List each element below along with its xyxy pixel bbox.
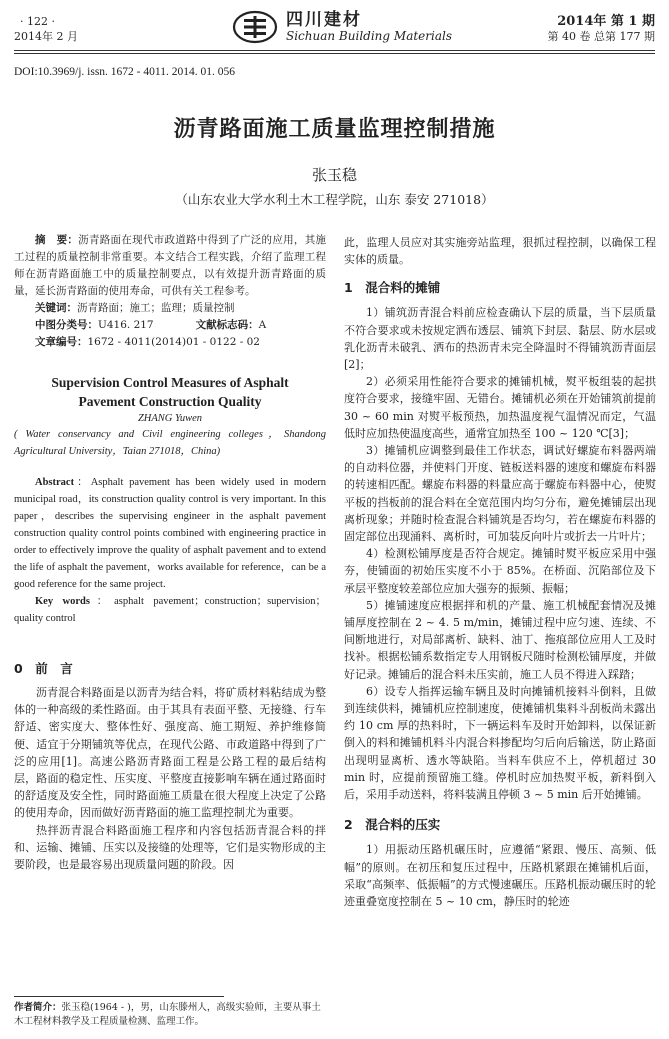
- page-number: · 122 ·: [20, 15, 55, 28]
- journal-name-cn: 四川建材: [286, 10, 362, 30]
- abstract-cn: [14, 232, 326, 351]
- english-affiliation: ( Water conservancy and Civil engineering colleges，Shandong Agricultural University，Taian 271018，China): [14, 429, 326, 457]
- footnote-label: 作者简介：: [14, 1002, 62, 1013]
- paving-item-4: 4）检测松铺厚度是否符合规定。摊铺时熨平板应采用中强夯，使铺面的初始压实度不小于 85%。在桥面、沉陷部位及下承层平整度较差部位应加大强夯的振频、振幅；: [344, 547, 656, 595]
- left-column: [14, 232, 326, 873]
- paving-item-3: 3）摊铺机应调整到最佳工作状态，调试好螺旋布料器两端的自动料位器，并使料门开度、链板送料器的速度和螺旋布料器的转速相匹配。螺旋布料器的料量应高于螺旋布料器中心，使熨平板的挡板前的混合料在全宽范围内均匀分布，避免摊铺层出现离析现象；并随时检查混合料铺筑是否均匀，若在螺旋布料器的固定部位出现涌料、离析时，可加装反向叶片或折去一片叶片；: [344, 444, 656, 544]
- right-column: [344, 234, 656, 910]
- section-heading-2: 2 混合料的压实: [344, 817, 441, 833]
- doc-code-label: 文献标志码：: [195, 319, 259, 331]
- article-number-label: 文章编号：: [35, 336, 88, 348]
- clc-label: 中图分类号：: [35, 319, 98, 331]
- article-number: 1672 - 4011(2014)01 - 0122 - 02: [87, 336, 260, 348]
- clc-number: U416. 217: [98, 319, 154, 331]
- page-header-right: [548, 14, 655, 44]
- author-name: 张玉稳: [311, 166, 357, 184]
- author-affiliation: （山东农业大学水利土木工程学院，山东 泰安 271018）: [175, 192, 494, 207]
- english-abstract-text: ：Asphalt pavement has been widely used in modern municipal road，its construction quality control is very important. In this paper，describes the supervising engineer in the asphalt pavement construction quality control points combined with engineering practice in order to effectively improve the quality of asphalt pavement and to extend the life of asphalt the pavement，works available for reference，can be a good reference for the same project.: [14, 477, 326, 590]
- paper-title: 沥青路面施工质量监理控制措施: [173, 116, 496, 142]
- english-title-line2: Pavement Construction Quality: [78, 394, 262, 409]
- section-heading-0: 0 前 言: [14, 661, 73, 676]
- issue-date: 2014年 2 月: [14, 30, 78, 43]
- issue-number: 2014年 第 1 期: [557, 14, 655, 29]
- section0-paragraph-1: 沥青混合料路面是以沥青为结合料，将矿质材料粘结成为整体的一种高级的柔性路面。由于其具有表面平整、无接缝、行车舒适、密实度大、整体性好、强度高、施工期短、养护维修简便、适宜于分期铺筑等优点，在现代公路、市政道路中得到了广泛的应用[1]。高速公路沥青路面工程是公路工程的最后结构层，路面的稳定性、压实度、平整度直接影响车辆在通过路面时的舒适度及安全性，同时路面施工质量在很大程度上决定了公路的使用寿命，因而做好沥青路面的施工监理控制尤为重要。: [14, 686, 326, 820]
- abstract-cn-text: 沥青路面在现代市政道路中得到了广泛的应用，其施工过程的质量控制非常重要。本文结合工程实践，介绍了监理工程师在沥青路面施工中的质量控制要点，以有效提升沥青路面的质量，延长沥青路面的使用寿命，可供有关工程参考。: [14, 234, 327, 297]
- english-abstract-label: Abstract: [35, 477, 75, 488]
- keywords-cn-label: 关键词：: [35, 302, 77, 314]
- compaction-item-1: 1）用振动压路机碾压时，应遵循“紧跟、慢压、高频、低幅”的原则。在初压和复压过程中，压路机紧跟在摊铺机后面，采取“高频率、低振幅”的方式慢速碾压。压路机振动碾压时的轮迹重叠宽度控制在 5 ~ 10 cm，静压时的轮迹: [344, 843, 656, 908]
- keywords-cn: 沥青路面；施工；监理；质量控制: [77, 302, 235, 314]
- section0-paragraph-2: 热拌沥青混合料路面施工程序和内容包括沥青混合料的拌和、运输、摊铺、压实以及接缝的处理等，它们是实物形成的主要阶段，也是最容易出现质量问题的阶段。因: [14, 823, 326, 872]
- english-title-line1: Supervision Control Measures of Asphalt: [51, 375, 289, 390]
- header-rule-thin: [14, 53, 655, 54]
- journal-logo: [232, 10, 452, 44]
- journal-name-en: Sichuan Building Materials: [286, 29, 452, 43]
- doi: DOI:10.3969/j. issn. 1672 - 4011. 2014. 01. 056: [14, 66, 235, 78]
- english-keywords: ：asphalt pavement；construction；supervision；quality control: [14, 596, 326, 624]
- paving-item-5: 5）摊铺速度应根据拌和机的产量、施工机械配套情况及摊铺厚度控制在 2 ~ 4. 5 m/min，摊铺过程中应匀速、连续、不间断地进行，对局部离析、缺料、油丁、拖痕部位应用人工及时找补。根据松铺系数指定专人用钢板尺随时检测松铺厚度，并做好记录。摊铺后的混合料未压实前，施工人员不得进入踩踏；: [344, 598, 656, 681]
- doc-code: A: [258, 319, 267, 331]
- section-heading-1: 1 混合料的摊铺: [344, 280, 441, 296]
- footnote-text: 张玉稳(1964 - )，男，山东滕州人，高级实验师，主要从事土木工程材料教学及工程质量检测、监理工作。: [14, 1002, 321, 1027]
- header-rule: [14, 50, 655, 51]
- footnote-rule: [14, 996, 224, 997]
- volume-info: 第 40 卷 总第 177 期: [547, 30, 655, 43]
- english-title: [14, 373, 326, 411]
- paving-item-6: 6）设专人指挥运输车辆且及时向摊铺机接料斗倒料，且做到连续供料，摊铺机应控制速度，使摊铺机集料斗刮板尚未露出约 10 cm 厚的热料时，下一辆运料车及时开始卸料，以保证新倒入的料和摊铺机料斗内混合料掺配均匀后向后输送，防止路面出现明显离析、透水等缺陷。当料车供应不上，停机超过 30 min 时，应提前预留施工缝。停机时应加热熨平板，新料倒入后，采用手动送料，将料装满且停顿 3 ~ 5 min 后开始摊铺。: [344, 684, 656, 802]
- author-footnote: [14, 1001, 326, 1028]
- right-continuation: 此，监理人员应对其实施旁站监理，狠抓过程控制，以确保工程实体的质量。: [344, 236, 656, 267]
- english-abstract: [14, 474, 326, 627]
- english-keywords-label: Key words: [35, 596, 90, 607]
- journal-emblem-icon: [232, 10, 278, 44]
- english-author: ZHANG Yuwen: [137, 413, 203, 424]
- page-header-left: [14, 14, 78, 44]
- paving-item-1: 1）铺筑沥青混合料前应检查确认下层的质量，当下层质量不符合要求或未按规定洒布透层、铺筑下封层、黏层、防水层或乳化沥青未破乳、洒布的热沥青未完全降温时不得铺筑沥青面层[2]；: [344, 306, 656, 372]
- abstract-cn-label: 摘 要：: [35, 234, 79, 246]
- paving-item-2: 2）必须采用性能符合要求的摊铺机械，熨平板组装的起拱度符合要求，接缝牢固、无错台。摊铺机必须在开始铺筑前提前 30 ~ 60 min 对熨平板预热，加热温度视气温情况而定，气温低时应加热使温度高些，通常宜加热至 100 ~ 120 ℃[3]；: [344, 375, 656, 440]
